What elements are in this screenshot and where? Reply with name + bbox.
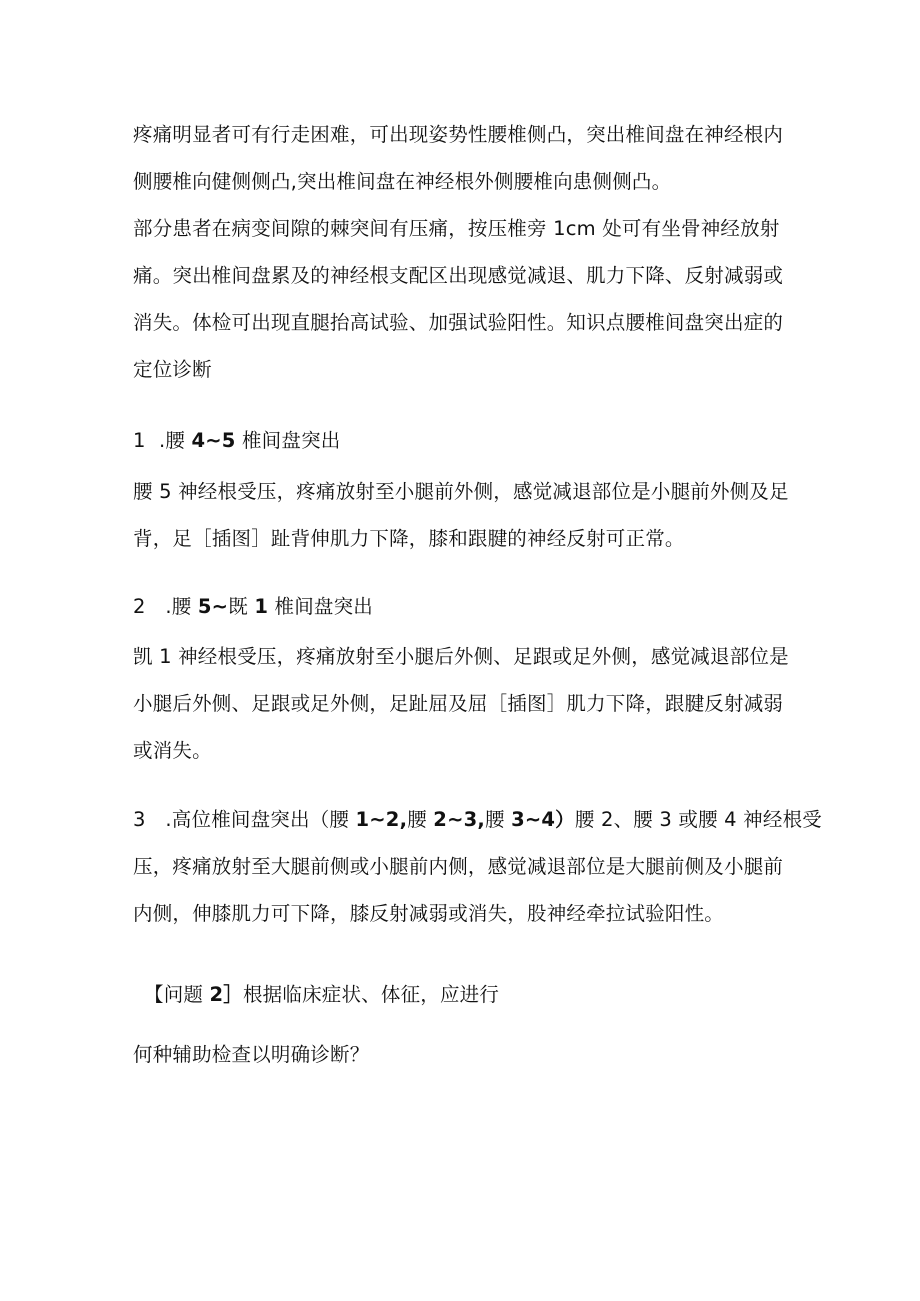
text-line: 何种辅助检查以明确诊断？ (133, 1043, 370, 1066)
text-line: 内侧，伸膝肌力可下降，膝反射减弱或消失，股神经牵拉试验阳性。 (133, 902, 725, 925)
text-line: 3 .高位椎间盘突出（腰 1~2,腰 2~3,腰 3~4）腰 2、腰 3 或腰 4 神经根受 (133, 796, 798, 843)
list-number: 2 (133, 595, 146, 618)
text-line: 压，疼痛放射至大腿前侧或小腿前内侧，感觉减退部位是大腿前侧及小腿前 (133, 855, 784, 878)
text-line: 定位诊断 (133, 358, 212, 381)
paragraph-high-lumbar (133, 796, 822, 937)
heading-l4-l5 (133, 417, 798, 464)
text-line: 凯 1 神经根受压，疼痛放射至小腿后外侧、足跟或足外侧，感觉减退部位是 (133, 645, 789, 668)
question-line: 【问题 2］根据临床症状、体征，应进行 (144, 983, 500, 1006)
heading-line: 1 .腰 4~5 椎间盘突出 (133, 417, 798, 464)
text-line: 痛。突出椎间盘累及的神经根支配区出现感觉减退、肌力下降、反射减弱或 (133, 264, 784, 287)
paragraph-tenderness (133, 205, 798, 393)
heading-l5-s1 (133, 583, 798, 630)
list-number: 1 (133, 429, 146, 452)
question-2-continuation (133, 1031, 798, 1078)
text-line: 疼痛明显者可有行走困难，可出现姿势性腰椎侧凸，突出椎间盘在神经根内 (133, 123, 784, 146)
text-line: 或消失。 (133, 739, 212, 762)
paragraph-gait-scoliosis (133, 111, 798, 205)
heading-line: 2 .腰 5~既 1 椎间盘突出 (133, 583, 798, 630)
paragraph-s1-root (133, 633, 798, 774)
text-line: 消失。体检可出现直腿抬高试验、加强试验阳性。知识点腰椎间盘突出症的 (133, 311, 784, 334)
text-line: 小腿后外侧、足跟或足外侧，足趾屈及屈［插图］肌力下降，跟腱反射减弱 (133, 692, 784, 715)
question-2-heading (144, 971, 809, 1018)
text-line: 侧腰椎向健侧侧凸,突出椎间盘在神经根外侧腰椎向患侧侧凸。 (133, 170, 672, 193)
list-number: 3 (133, 808, 146, 831)
paragraph-l5-root (133, 468, 798, 562)
text-line: 背，足［插图］趾背伸肌力下降，膝和跟腱的神经反射可正常。 (133, 527, 685, 550)
text-line: 腰 5 神经根受压，疼痛放射至小腿前外侧，感觉减退部位是小腿前外侧及足 (133, 480, 789, 503)
text-line: 部分患者在病变间隙的棘突间有压痛，按压椎旁 1cm 处可有坐骨神经放射 (133, 217, 780, 240)
